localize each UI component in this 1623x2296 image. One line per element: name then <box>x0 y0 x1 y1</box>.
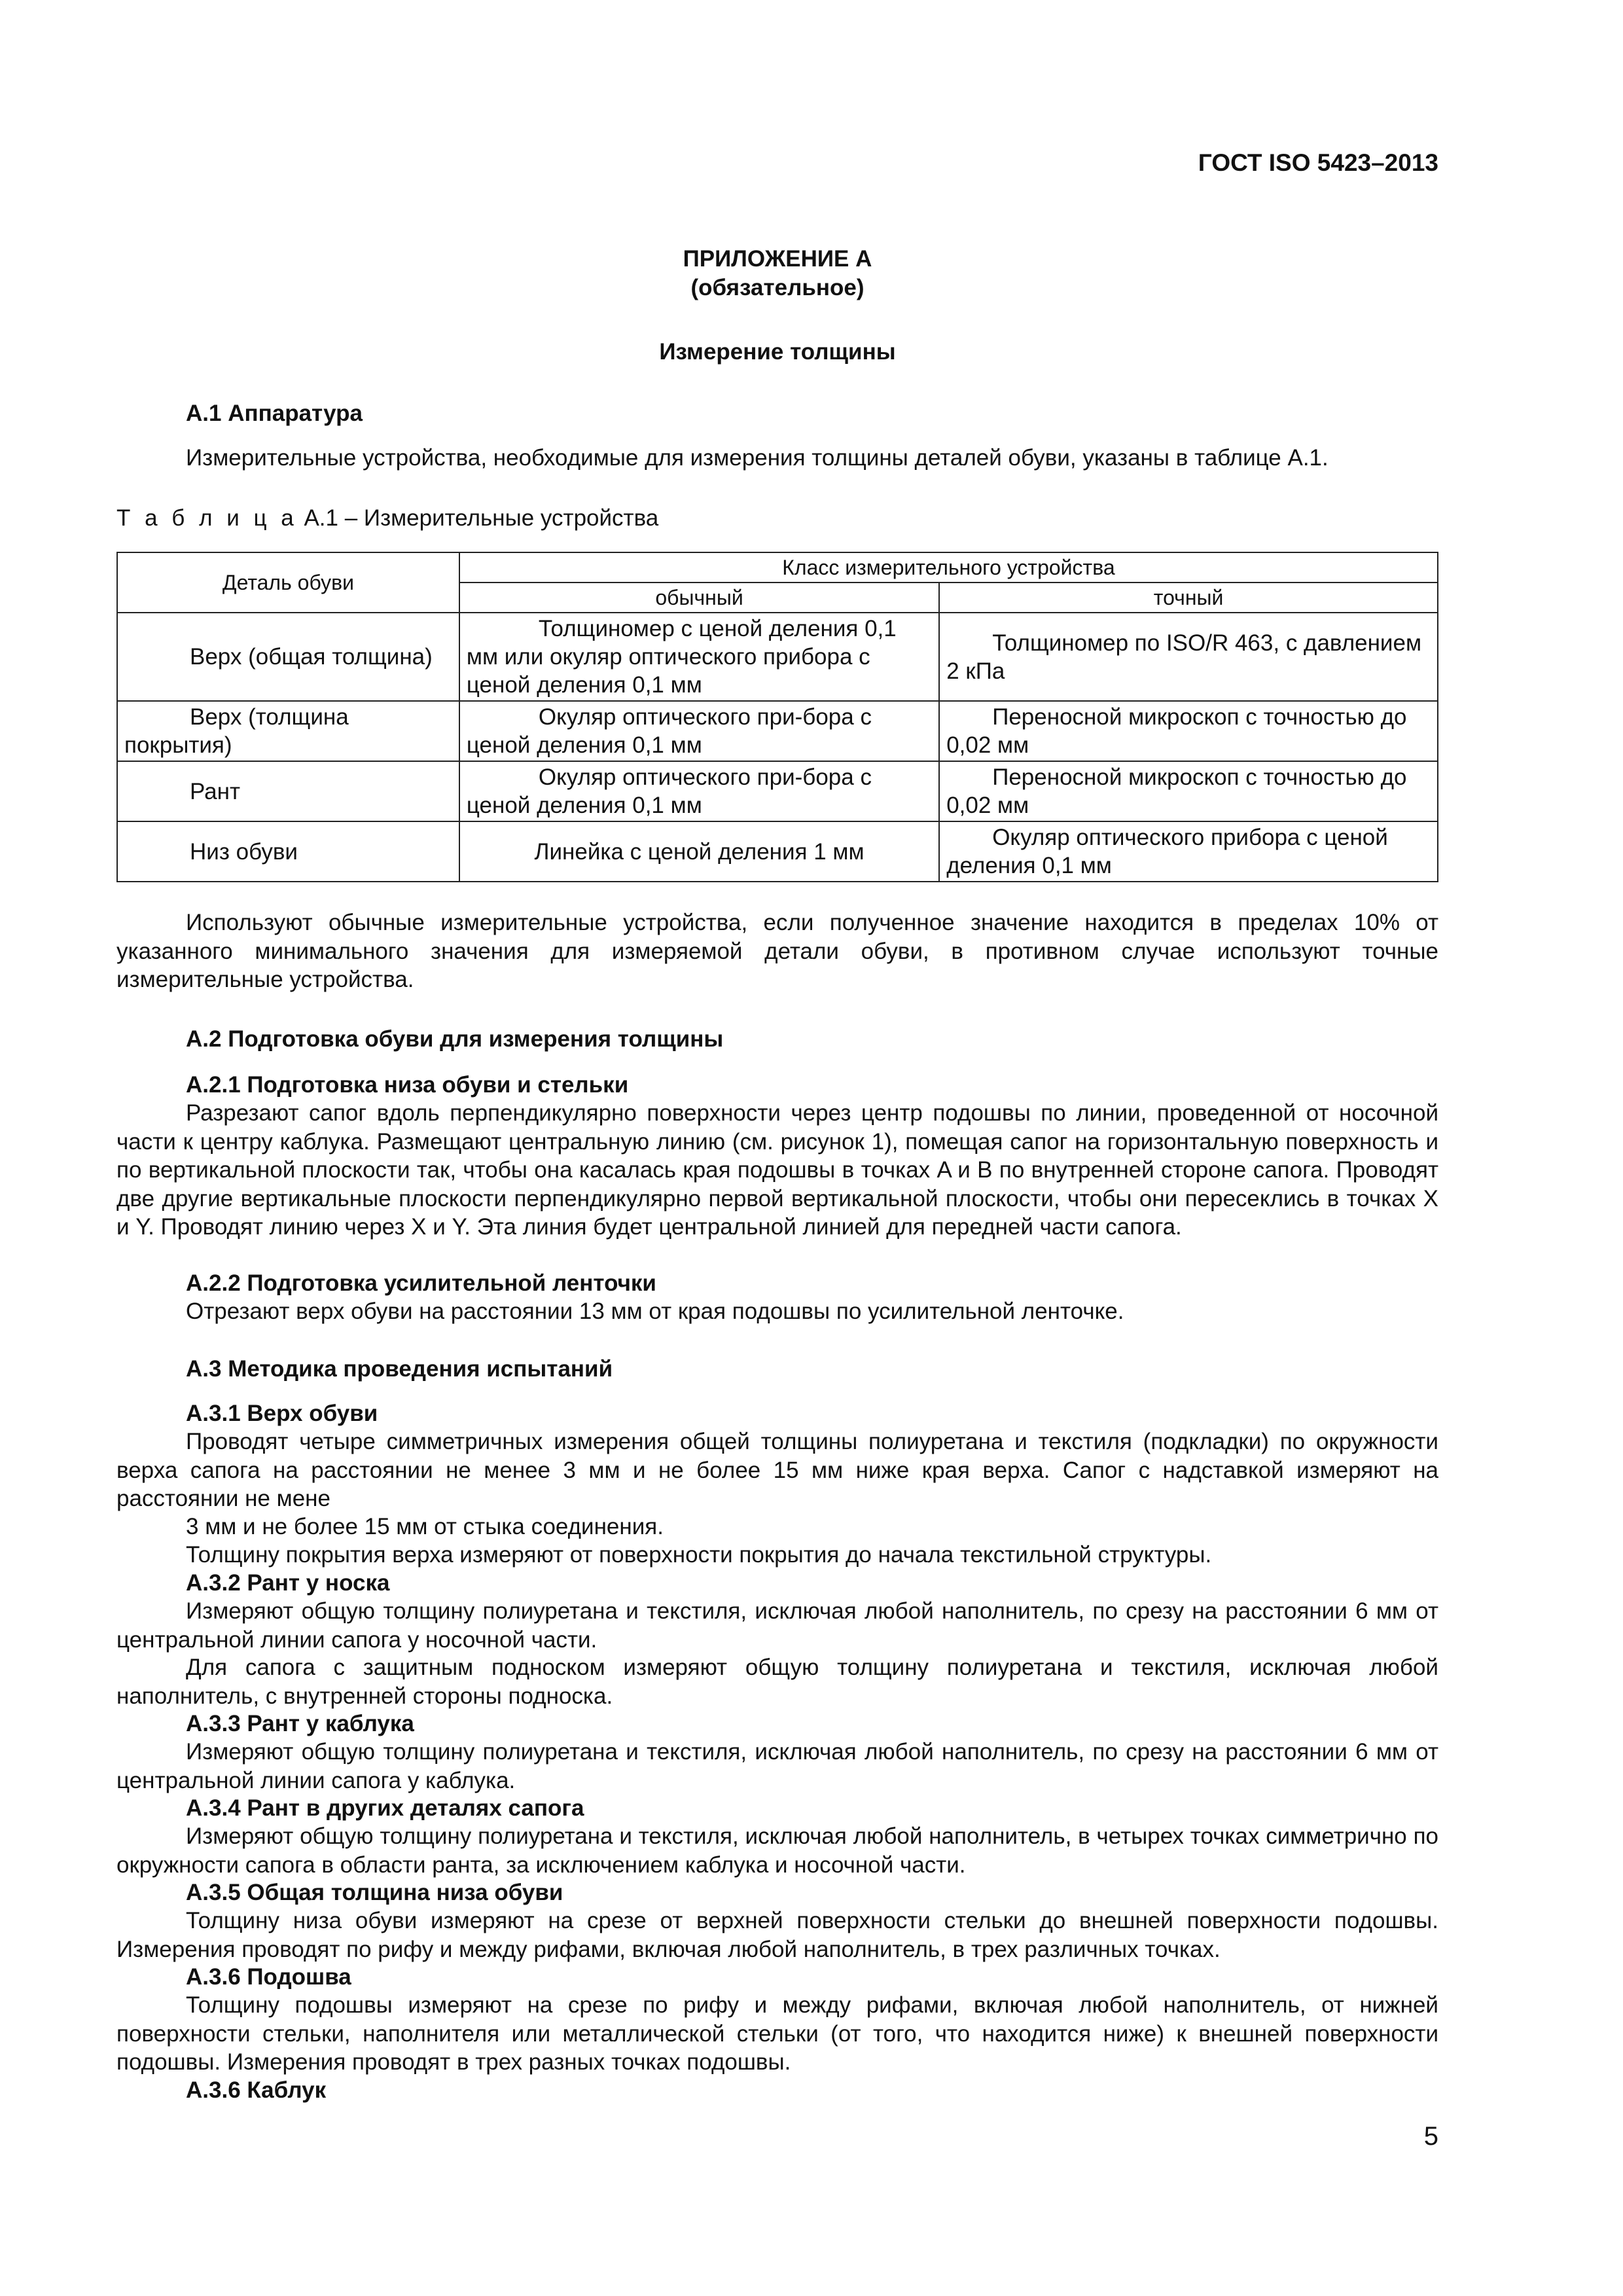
after-table-paragraph: Используют обычные измерительные устройства, если полученное значение находится в пределах 10% от указанного минимального значения для измеряемой детали обуви, в противном случае используют точные измерительные устройства. <box>116 910 1438 992</box>
table-row <box>117 821 1438 882</box>
appendix-subtitle: (обязательное) <box>690 275 865 300</box>
section-a3-heading: А.3 Методика проведения испытаний <box>186 1356 613 1382</box>
header-normal: обычный <box>459 583 939 613</box>
cell-precise: Переносной микроскоп с точностью до 0,02 мм <box>939 761 1438 821</box>
section-a1-heading: А.1 Аппаратура <box>186 401 363 426</box>
table-row <box>117 701 1438 761</box>
section-a33-text: Измеряют общую толщину полиуретана и текстиля, исключая любой наполнитель, по срезу на расстоянии 6 мм от центральной линии сапога у каблука. <box>116 1739 1438 1793</box>
table-caption <box>116 504 1438 533</box>
section-a32-heading: А.3.2 Рант у носка <box>186 1570 390 1596</box>
table-caption-text: А.1 – Измерительные устройства <box>297 505 659 531</box>
section-a36b-heading: А.3.6 Каблук <box>186 2077 327 2103</box>
section-a31-text: Проводят четыре симметричных измерения общей толщины полиуретана и текстиля (подкладки) по окружности верха сапога на расстоянии не менее 3 мм и не более 15 мм ниже края верха. Сапог с надставкой измеряют на расстоянии не мене <box>116 1429 1438 1511</box>
cell-normal: Линейка с ценой деления 1 мм <box>459 821 939 882</box>
section-a21-heading: А.2.1 Подготовка низа обуви и стельки <box>186 1072 629 1098</box>
section-a32-text2: Для сапога с защитным подноском измеряют общую толщину полиуретана и текстиля, исключая любой наполнитель, с внутренней стороны подноска. <box>116 1655 1438 1709</box>
section-a21-text: Разрезают сапог вдоль перпендикулярно поверхности через центр подошвы по линии, проведенной от носочной части к центру каблука. Размещают центральную линию (см. рисунок 1), помещая сапог на горизонтальную поверхность и по вертикальной плоскости так, чтобы она касалась края подошвы в точках A и B по внутренней стороне сапога. Проводят две другие вертикальные плоскости перпендикулярно первой вертикальной плоскости, чтобы они пересеклись в точках X и Y. Проводят линию через X и Y. Эта линия будет центральной линией для передней части сапога. <box>116 1100 1438 1240</box>
section-a36-heading: А.3.6 Подошва <box>186 1964 351 1990</box>
cell-precise: Переносной микроскоп с точностью до 0,02 мм <box>939 701 1438 761</box>
section-a32-text: Измеряют общую толщину полиуретана и текстиля, исключая любой наполнитель, по срезу на расстоянии 6 мм от центральной линии сапога у носочной части. <box>116 1598 1438 1653</box>
header-part: Деталь обуви <box>117 552 459 613</box>
section-a35-text: Толщину низа обуви измеряют на срезе от верхней поверхности стельки до внешней поверхности подошвы. Измерения проводят по рифу и между рифами, включая любой наполнитель, в трех различных точках. <box>116 1908 1438 1962</box>
appendix-title: ПРИЛОЖЕНИЕ А <box>683 246 872 272</box>
section-a22-heading: А.2.2 Подготовка усилительной ленточки <box>186 1270 656 1296</box>
section-a36-text: Толщину подошвы измеряют на срезе по рифу и между рифами, включая любой наполнитель, от нижней поверхности стельки, наполнителя или металлической стельки (от того, что находится ниже) к внешней поверхности подошвы. Измерения проводят в трех разных точках подошвы. <box>116 1992 1438 2075</box>
table-row <box>117 613 1438 701</box>
cell-part: Верх (толщина покрытия) <box>117 701 459 761</box>
section-a35-heading: А.3.5 Общая толщина низа обуви <box>186 1880 563 1905</box>
cell-normal: Окуляр оптического при-бора с ценой деления 0,1 мм <box>459 701 939 761</box>
table-header-row <box>117 552 1438 583</box>
section-a1-text: Измерительные устройства, необходимые для измерения толщины деталей обуви, указаны в таблице А.1. <box>186 445 1329 471</box>
cell-part: Рант <box>117 761 459 821</box>
section-a31-text3: Толщину покрытия верха измеряют от поверхности покрытия до начала текстильной структуры. <box>186 1542 1212 1568</box>
table-caption-prefix: Т а б л и ц а <box>116 505 298 531</box>
header-precise: точный <box>939 583 1438 613</box>
cell-normal: Толщиномер с ценой деления 0,1 мм или окуляр оптического прибора с ценой деления 0,1 мм <box>459 613 939 701</box>
section-a31-text2: 3 мм и не более 15 мм от стыка соединения. <box>186 1514 664 1539</box>
section-a34-text: Измеряют общую толщину полиуретана и текстиля, исключая любой наполнитель, в четырех точках симметрично по окружности сапога в области ранта, за исключением каблука и носочной части. <box>116 1823 1438 1878</box>
cell-normal: Окуляр оптического при-бора с ценой деления 0,1 мм <box>459 761 939 821</box>
section-a33-heading: А.3.3 Рант у каблука <box>186 1711 414 1736</box>
document-code: ГОСТ ISO 5423–2013 <box>1198 149 1438 176</box>
table-row <box>117 761 1438 821</box>
cell-precise: Толщиномер по ISO/R 463, с давлением 2 кПа <box>939 613 1438 701</box>
section-a2-heading: А.2 Подготовка обуви для измерения толщины <box>186 1026 724 1052</box>
cell-part: Низ обуви <box>117 821 459 882</box>
cell-part: Верх (общая толщина) <box>117 613 459 701</box>
header-class: Класс измерительного устройства <box>459 552 1438 583</box>
section-a31-heading: А.3.1 Верх обуви <box>186 1401 378 1426</box>
section-a34-heading: А.3.4 Рант в других деталях сапога <box>186 1795 584 1821</box>
measurement-table <box>116 552 1438 882</box>
section-a22-text: Отрезают верх обуви на расстоянии 13 мм от края подошвы по усилительной ленточке. <box>186 1299 1124 1324</box>
appendix-heading: Измерение толщины <box>659 339 896 365</box>
page-number: 5 <box>1423 2122 1438 2151</box>
cell-precise: Окуляр оптического прибора с ценой деления 0,1 мм <box>939 821 1438 882</box>
